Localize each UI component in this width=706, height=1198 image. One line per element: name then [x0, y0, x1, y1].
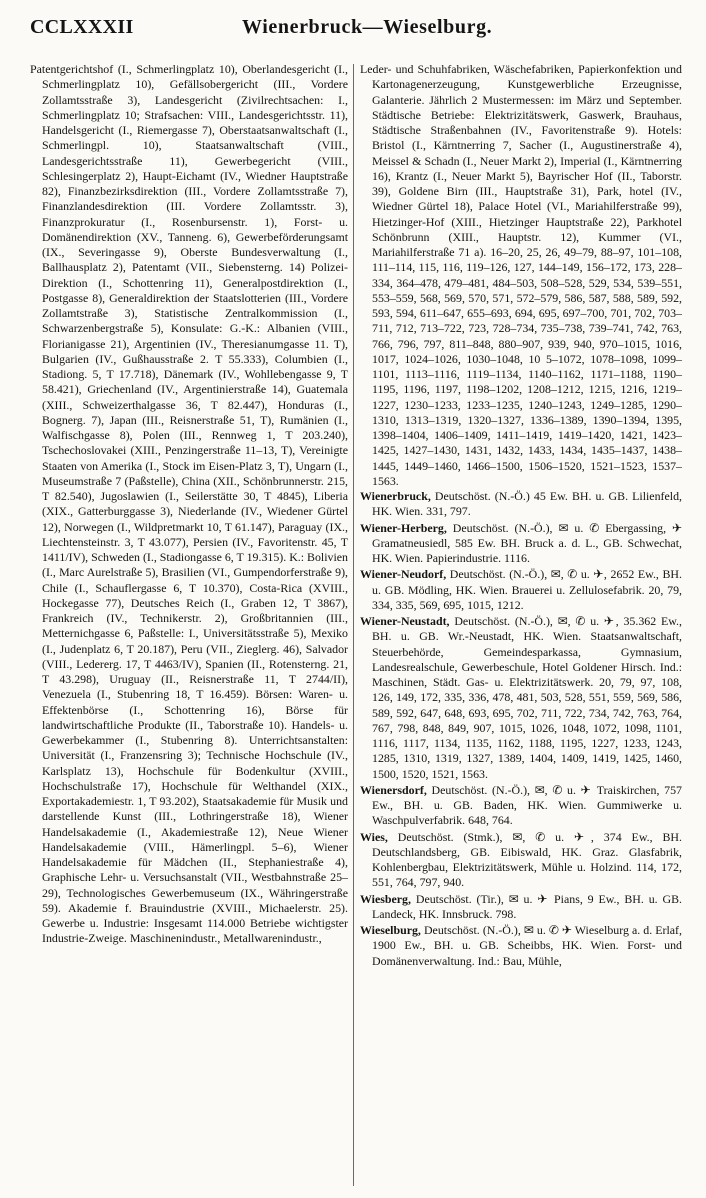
entry-name: Wieselburg, [360, 923, 421, 937]
gazetteer-entry [360, 521, 682, 567]
vienna-institutions-text: Patentgerichtshof (I., Schmerlingplatz 10), Oberlandesgericht (I., Schmerlingplatz 10), Gefällsobergericht (III., Vordere Zollamtsstraße 3), Landesgericht (Zivilrechtsachen: I., Schmerlingplatz 10; Strafsachen: VIII., Landesgerichtsstr. 11), Handelsgericht (I., Riemergasse 7), Oberstaatsanwaltschaft (I., Schmerlingpl. 10), Staatsanwaltschaft (VIII., Landesgerichtsstraße 11), Gewerbegericht (VIII., Schlesingerplatz 2), Haupt-Eichamt (IV., Wiedner Hauptstraße 82), Finanzbezirksdirektion (III., Vordere Zollamtsstraße 7), Finanzlandesdirektion (III. Vordere Zollamtsstr. 3), Finanzprokuratur (I., Rosenbursenstr. 1), Forst- u. Domänendirektion (XV., Tanneng. 6), Gewerbeförderungsamt (IX., Severingasse 9), Oberste Bundesverwaltung (I., Ballhausplatz 2), Patentamt (VII., Siebensterng. 14) Polizei-Direktion (I., Schottenring 11), Generalpostdirektion (I., Postgasse 8), Generaldirektion der Staatslotterien (III., Vordere Zollamtstraße 3), Statistische Zentralkommission (I., Schwarzenbergstraße 5), Konsulate: G.-K.: Albanien (VIII., Florianigasse 21), Argentinien (IV., Theresianumgasse 11. T), Bulgarien (IV., Gußhausstraße 2. T 55.333), Columbien (I., Stadiong. 5, T 17.718), Dänemark (IV., Wohllebengasse 9, T 58.421), Griechenland (IV., Argentinierstraße 14), Guatemala (XIII., Schweizerthalgasse 36, T 82.447), Honduras (I., Bognerg. 7), Japan (III., Reisnerstraße 51, T), Rumänien (I., Walfischgasse 8), Polen (III., Rennweg 1, T 203.240), Tschechoslovakei (XIII., Penzingerstraße 11–13, T), Vereinigte Staaten von Amerika (I., Stock im Eisen-Platz 3, T), Ungarn (I., Museumstraße 7 (Paßstelle), China (XII., Schönbrunnerstr. 215, T 82.540), Jugoslawien (I., Seilerstätte 30, T 4845), Liberia (XIX., Gatterburggasse 3), Niederlande (IV., Wiedener Gürtel 12), Norwegen (I., Wildpretmarkt 10, T 61.147), Paraguay (IX., Liechtensteinstr. 3, T 43.077), Persien (IV., Favoritenstr. 45, T 1411/IV), Schweden (I., Stadiongasse 6, T 19.315). K.: Bolivien (I., Marc Aurelstraße 5), Brasilien (VI., Gumpendorferstraße 9), Chile (I., Schauflergasse 6, T 10.370), Costa-Rica (XVIII., Hockegasse 77), Deutsches Reich (I., Graben 12, T 3867), Frankreich (IV., Technikerstr. 2), Großbritannien (III., Metternichgasse 6, Paßstelle: I., Universitätsstraße 5), Mexiko (I., Judenplatz 6, T 20.187), Peru (VII., Zieglerg. 46), Salvador (VIII., Ledererg. 17, T 4463/IV), Spanien (II., Rotensterng. 21, T 43.298), Uruguay (II., Reisnerstraße 11, T 2744/II), Venezuela (I., Stubenring 18, T 16.459). Börsen: Waren- u. Effektenbörse (I., Schottenring 16), Börse für landwirtschaftliche Produkte (II., Taborstraße 10). Handels- u. Gewerbekammer (I., Stubenring 8). Unterrichtsanstalten: Universität (I., Franzensring 3); Technische Hochschule (IV., Karlsplatz 13), Hochschule für Bodenkultur (XVIII., Hochschulstraße 17), Hochschule für Welthandel (XIX., Exportakademiestr. 1, T 93.202), Staatsakademie für Musik und darstellende Kunst (III., Lothringerstraße 18), Wiener Handelsakademie (I., Akademiestraße 12), Neue Wiener Handelsakademie (VIII., Hämerlingpl. 5–6), Wiener Handelsakademie für Mädchen (II., Stephaniestraße 4), Graphische Lehr- u. Versuchsanstalt (VII., Westbahnstraße 25–29), Technologisches Gewerbemuseum (IX., Währingerstraße 59). Akademie f. Brauindustrie (XVIII., Michaelerstr. 25). Gewerbe u. Industrie: Insgesamt 114.000 Betriebe wichtigster Industrie-Zweige. Maschinenindustr., Metallwarenindustr., [30, 62, 348, 946]
gazetteer-entry [360, 567, 682, 613]
entry-text: Deutschöst. (N.-Ö.) 45 Ew. BH. u. GB. Lilienfeld, HK. Wien. 331, 797. [372, 489, 682, 519]
entry-name: Wiener-Neudorf, [360, 567, 447, 582]
page-number: CCLXXXII [30, 16, 134, 38]
entry-text: Deutschöst. (N.-Ö.), ✉, ✆ u. ✈, 35.362 Ew., BH. u. GB. Wr.-Neustadt, HK. Wien. Staatsanwaltschaft, Steuerbehörde, Gemeindesparkassa, Gymnasium, Landesrealschule, Gewerbeschule, Hotel Goldener Hirsch. Ind.: Maschinen, Städt. Gas- u. Elektrizitätswerk. 20, 79, 97, 108, 126, 149, 172, 335, 336, 478, 481, 503, 528, 551, 559, 569, 586, 589, 592, 647, 648, 693, 695, 702, 711, 722, 734, 742, 763, 764, 767, 798, 848, 849, 907, 1015, 1026, 1048, 1072, 1098, 1101, 1116, 1117, 1134, 1135, 1162, 1188, 1195, 1227, 1233, 1243, 1285, 1310, 1319, 1327, 1389, 1404, 1409, 1419, 1425, 1460, 1500, 1520, 1521, 1563. [372, 614, 682, 781]
right-column [360, 62, 682, 1188]
entry-name: Wiesberg, [360, 891, 411, 906]
gazetteer-entry [360, 923, 682, 969]
page-header [30, 14, 676, 46]
entry-name: Wienerbruck, [360, 489, 431, 503]
entry-name: Wienersdorf, [360, 782, 427, 797]
entry-text: Deutschöst. (Tir.), ✉ u. ✈ Pians, 9 Ew., BH. u. GB. Landeck, HK. Innsbruck. 798. [372, 891, 682, 921]
gazetteer-entry [360, 783, 682, 829]
gazetteer-entry [360, 892, 682, 923]
entry-text: Deutschöst. (Stmk.), ✉, ✆ u. ✈, 374 Ew., BH. Deutschlandsberg, GB. Eibiswald, HK. Graz. Glasfabrik, Kohlenbergbau, Elektrizitätswerk, Mühle u. Holzind. 114, 172, 551, 764, 797, 940. [372, 829, 682, 890]
gazetteer-entry [360, 830, 682, 891]
column-divider [353, 64, 354, 1186]
running-title: Wienerbruck—Wieselburg. [242, 16, 493, 38]
entry-text: Deutschöst. (N.-Ö.), ✉, ✆ u. ✈ Traiskirchen, 757 Ew., BH. u. GB. Baden, HK. Wien. Gummiwerke u. Waschpulverfabrik. 648, 764. [372, 782, 682, 828]
entry-name: Wiener-Herberg, [360, 520, 447, 535]
left-column [30, 62, 348, 1188]
entry-name: Wies, [360, 829, 388, 844]
gazetteer-entry [360, 614, 682, 782]
entry-text: Deutschöst. (N.-Ö.), ✉ u. ✆ Ebergassing, ✈ Gramatneusiedl, 585 Ew. BH. Bruck a. d. L., GB. Schwechat, HK. Wien. Papierindustrie. 1116. [372, 520, 682, 565]
entry-text: Deutschöst. (N.-Ö.), ✉, ✆ u. ✈, 2652 Ew., BH. u. GB. Mödling, HK. Wien. Brauerei u. Zellulosefabrik. 20, 79, 334, 335, 569, 695, 1015, 1212. [372, 567, 682, 612]
entry-name: Wiener-Neustadt, [360, 614, 450, 628]
vienna-continuation-text: Leder- und Schuhfabriken, Wäschefabriken, Papierkonfektion und Kartonagenerzeugung, Kunstgewerbliche Erzeugnisse, Galanterie. Jährlich 2 Mustermessen: im März und September. Städtische Betriebe: Elektrizitätswerk, Gaswerk, Brauhaus, Städtische Straßenbahnen (IV., Favoritenstraße 9). Hotels: Bristol (I., Kärntnerring 7, Sacher (I., Augustinerstraße 4), Meissel & Schadn (I., Neuer Markt 2), Imperial (I., Kärntnerring 16), Krantz (I., Neuer Markt 5), Bayrischer Hof (II., Taborstr. 39), Goldene Birn (III., Hauptstraße 31), Park, hotel (IV., Wiedner Gürtel 18), Palace Hotel (VI., Mariahilferstraße 99), Hietzinger-Hof (XIII., Hietzinger Hauptstraße 22), Parkhotel Schönbrunn (XIII., Hauptstr. 12), Kummer (VI., Mariahilferstraße 71 a). 16–20, 25, 26, 49–79, 88–97, 101–108, 111–114, 115, 116, 119–126, 127, 144–149, 156–172, 173, 228–334, 364–478, 479–481, 484–503, 508–528, 529, 534, 539–551, 553–559, 568, 569, 570, 571, 572–579, 586, 587, 588, 589, 592, 593, 594, 611–647, 655–693, 694, 695, 697–700, 701, 702, 703–711, 712, 713–722, 723, 728–734, 735–738, 739–741, 742, 763, 766, 796, 797, 811–848, 880–907, 939, 940, 970–1015, 1016, 1017, 1024–1026, 1030–1048, 10 5–1072, 1078–1098, 1099–1101, 1113–1116, 1119–1134, 1140–1162, 1171–1188, 1190–1195, 1196, 1197, 1198–1202, 1208–1212, 1215, 1216, 1219–1227, 1230–1233, 1233–1235, 1240–1243, 1249–1285, 1290–1310, 1313–1319, 1320–1327, 1336–1389, 1390–1394, 1395, 1398–1404, 1406–1409, 1411–1419, 1419–1420, 1421, 1423–1425, 1427–1430, 1431, 1432, 1433, 1434, 1435–1437, 1438–1445, 1449–1460, 1466–1500, 1506–1520, 1521–1523, 1537–1563. [360, 62, 682, 488]
gazetteer-entry [360, 489, 682, 520]
entry-text: Deutschöst. (N.-Ö.), ✉ u. ✆ ✈ Wieselburg a. d. Erlaf, 1900 Ew., BH. u. GB. Scheibbs, HK. Wien. Forst- und Domänenverwaltung. Ind.: Bau, Mühle, [372, 923, 682, 968]
